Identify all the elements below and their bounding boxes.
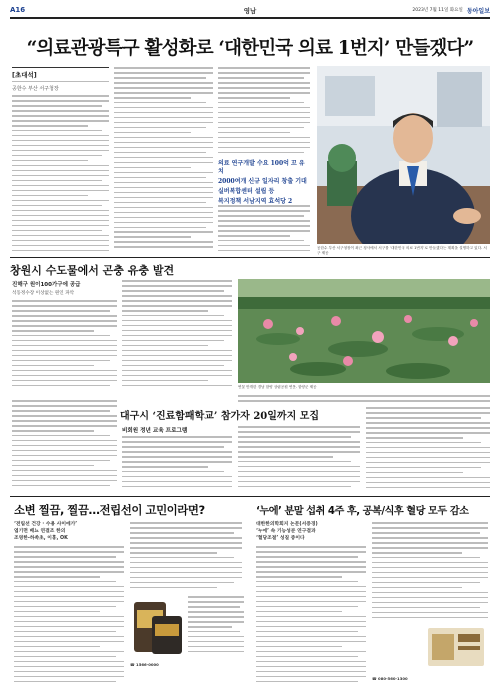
- byline-label: [초대석]: [12, 67, 109, 82]
- byline-role: 공한수 부산 서구청장: [12, 86, 59, 92]
- ad-right-sub1: 대한한의학회지 논문(서증경): [256, 522, 318, 527]
- ad-right-text-1: [256, 546, 366, 686]
- lotus-photo-caption: 연꽃 만개한 경남 함양 상림공원 연못. 함양군 제공: [238, 385, 317, 389]
- ad-left-sub2: 엽기면 배뇨 연결조 한의: [14, 529, 66, 534]
- daegu-column-3: [366, 407, 490, 490]
- article-column-1: [12, 95, 109, 255]
- main-headline: “의료관광특구 활성화로 ‘대한민국 의료 1번지’ 만들겠다”: [26, 38, 474, 59]
- ad-left-text-2: [130, 522, 242, 592]
- ad-right-text-2: [372, 522, 488, 620]
- water-story-column-2: [122, 280, 232, 390]
- pull-quote-3: 실버복합센터 설립 등: [218, 188, 275, 195]
- header-rule: [10, 17, 490, 19]
- ad-right-sub2: ‘누에’ 속 기능성분 연구결과: [256, 529, 316, 534]
- pull-quote-2: 2000여개 신규 일자리 창출 기대: [218, 178, 307, 185]
- ad-right-product: [424, 624, 488, 670]
- section-name: 영남: [243, 6, 257, 15]
- story-subheads: [12, 280, 117, 296]
- daegu-column-1: [122, 436, 232, 490]
- story-subhead-1: 진해구 원이100가구에 공급: [12, 282, 81, 288]
- ad-right-phone: ☎ 080-560-1300: [372, 676, 408, 681]
- byline-box: [12, 67, 109, 92]
- ad-left-sub3: 조영한-하쏙초, 이홍, OK: [14, 536, 68, 541]
- ad-left-phone: ☎ 1566-0000: [130, 662, 159, 667]
- ad-left-sub1: ‘전립선 건강 · 수용 사이에가’: [14, 522, 78, 527]
- water-story-column-3: [12, 400, 117, 490]
- daegu-subhead: 비회원 정년 교육 프로그램: [122, 428, 188, 434]
- lotus-caption-text: [238, 395, 490, 407]
- photo-caption: 공한수 부산 서구청장이 최근 청사에서 서구를 ‘대한민국 의료 1번지’로 만들겠다는 계획을 설명하고 있다. 서구 제공: [317, 246, 487, 255]
- ad-right[interactable]: [254, 500, 490, 688]
- newspaper-name: 동아일보: [466, 7, 490, 15]
- lotus-pond-photo: [238, 279, 490, 383]
- ad-left-title: 소변 찔끔, 찔끔…전립선이 고민이라면?: [14, 503, 205, 517]
- page-header: [10, 4, 490, 16]
- article-column-2: [114, 67, 213, 255]
- article-column-3-top: [218, 67, 310, 157]
- ad-left-text-1: [14, 546, 124, 686]
- ad-right-title: ‘누에’ 분말 섭취 4주 후, 공복/식후 혈당 모두 감소: [256, 506, 469, 517]
- pull-quote-4: 복지정책 서남지역 효석당 2: [218, 198, 293, 205]
- ad-left[interactable]: [10, 500, 246, 688]
- issue-date: 2023년 7월 11일 화요일: [412, 8, 463, 13]
- story-subhead-2: 석동정수장 이상없는 원인 파악: [12, 291, 75, 296]
- date-line: [412, 6, 490, 15]
- pull-quote-1: 의료 연구개발 수요 100억 꼬 유치: [218, 160, 305, 175]
- ad-divider: [10, 496, 490, 497]
- section-divider-1: [10, 257, 490, 258]
- daegu-column-2: [238, 426, 360, 490]
- water-story-column-1: [12, 300, 117, 390]
- page-number: A16: [10, 6, 26, 14]
- interview-photo: [317, 66, 490, 244]
- story-headline-water: 창원시 수도물에서 곤충 유충 발견: [10, 264, 175, 277]
- ad-left-product: [130, 596, 185, 658]
- ad-right-sub3: ‘혈당조절’ 성질 증이다: [256, 536, 305, 541]
- ad-left-text-3: [188, 596, 244, 656]
- article-column-3-bottom: [218, 205, 310, 255]
- story-headline-daegu: 대구시 ‘진료함패학교’ 참가자 20일까지 모집: [120, 411, 320, 422]
- pull-quote-box: [218, 160, 308, 208]
